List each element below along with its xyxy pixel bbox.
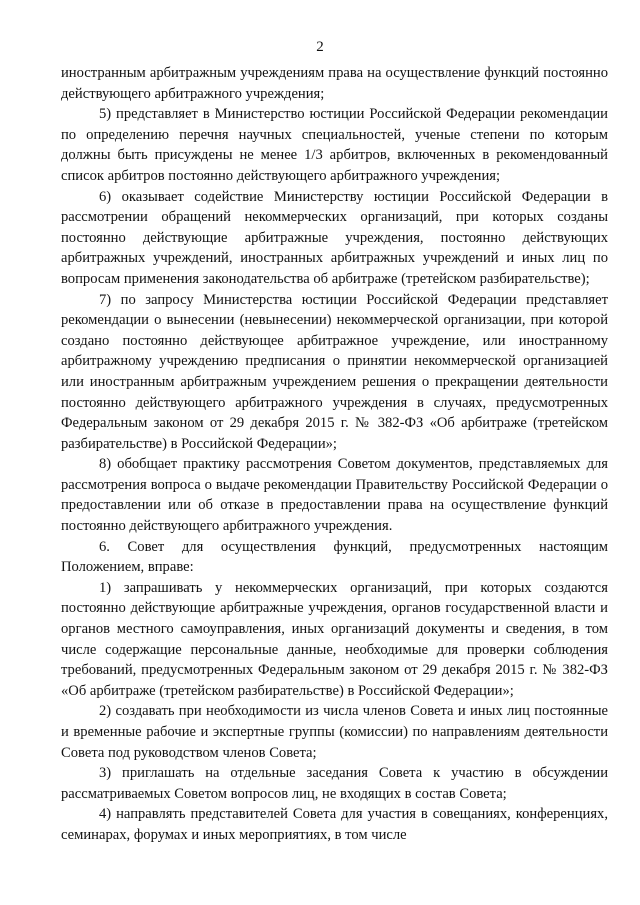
paragraph-subitem-2: 2) создавать при необходимости из числа членов Совета и иных лиц постоянные и временные рабочие и экспертные группы (комиссии) по направлениям деятельности Совета под руководством членов Совета; <box>61 703 608 761</box>
paragraph-item-7: 7) по запросу Министерства юстиции Российской Федерации представляет рекомендации о вынесении (невынесении) некоммерческой организации, при которой создано постоянно действующее арбитражное учреждение, или иностранному арбитражному учреждению предписания о принятии некоммерческой организацией или иностранным арбитражным учреждением решения о прекращении деятельности постоянно действующего арбитражного учреждения в случаях, предусмотренных Федеральным законом от 29 декабря 2015 г. № 382-ФЗ «Об арбитраже (третейском разбирательстве) в Российской Федерации»; <box>61 291 608 452</box>
paragraph-item-8: 8) обобщает практику рассмотрения Советом документов, представляемых для рассмотрения вопроса о выдаче рекомендации Правительству Российской Федерации о предоставлении или об отказе в предоставлении права на осуществление функций постоянно действующего арбитражного учреждения. <box>61 456 608 535</box>
paragraph-item-6: 6) оказывает содействие Министерству юстиции Российской Федерации в рассмотрении обращений некоммерческих организаций, при которых созданы постоянно действующие арбитражные учреждения, постоянно действующих арбитражных учреждений, иностранных арбитражных учреждений и иных лиц по вопросам применения законодательства об арбитраже (третейском разбирательстве); <box>61 188 608 287</box>
section-6-heading: 6. Совет для осуществления функций, предусмотренных настоящим Положением, вправе: <box>61 538 608 576</box>
paragraph-subitem-4: 4) направлять представителей Совета для участия в совещаниях, конференциях, семинарах, форумах и иных мероприятиях, в том числе <box>61 806 608 843</box>
paragraph-continuation: иностранным арбитражным учреждениям права на осуществление функций постоянно действующего арбитражного учреждения; <box>61 65 608 102</box>
page-number: 2 <box>316 39 324 55</box>
paragraph-subitem-3: 3) приглашать на отдельные заседания Совета к участию в обсуждении рассматриваемых Советом вопросов лиц, не входящих в состав Совета; <box>61 765 608 802</box>
document-body <box>61 63 608 846</box>
paragraph-item-5: 5) представляет в Министерство юстиции Российской Федерации рекомендации по определению перечня научных специальностей, ученые степени по которым должны быть присуждены не менее 1/3 арбитров, включенных в рекомендованный список арбитров постоянно действующего арбитражного учреждения; <box>61 106 608 184</box>
paragraph-subitem-1: 1) запрашивать у некоммерческих организаций, при которых создаются постоянно действующие арбитражные учреждения, органов государственной власти и органов местного самоуправления, иных организаций документы и сведения, в том числе содержащие персональные данные, необходимые для проверки соблюдения требований, предусмотренных Федеральным законом от 29 декабря 2015 г. № 382-ФЗ «Об арбитраже (третейском разбирательстве) в Российской Федерации»; <box>61 579 608 699</box>
